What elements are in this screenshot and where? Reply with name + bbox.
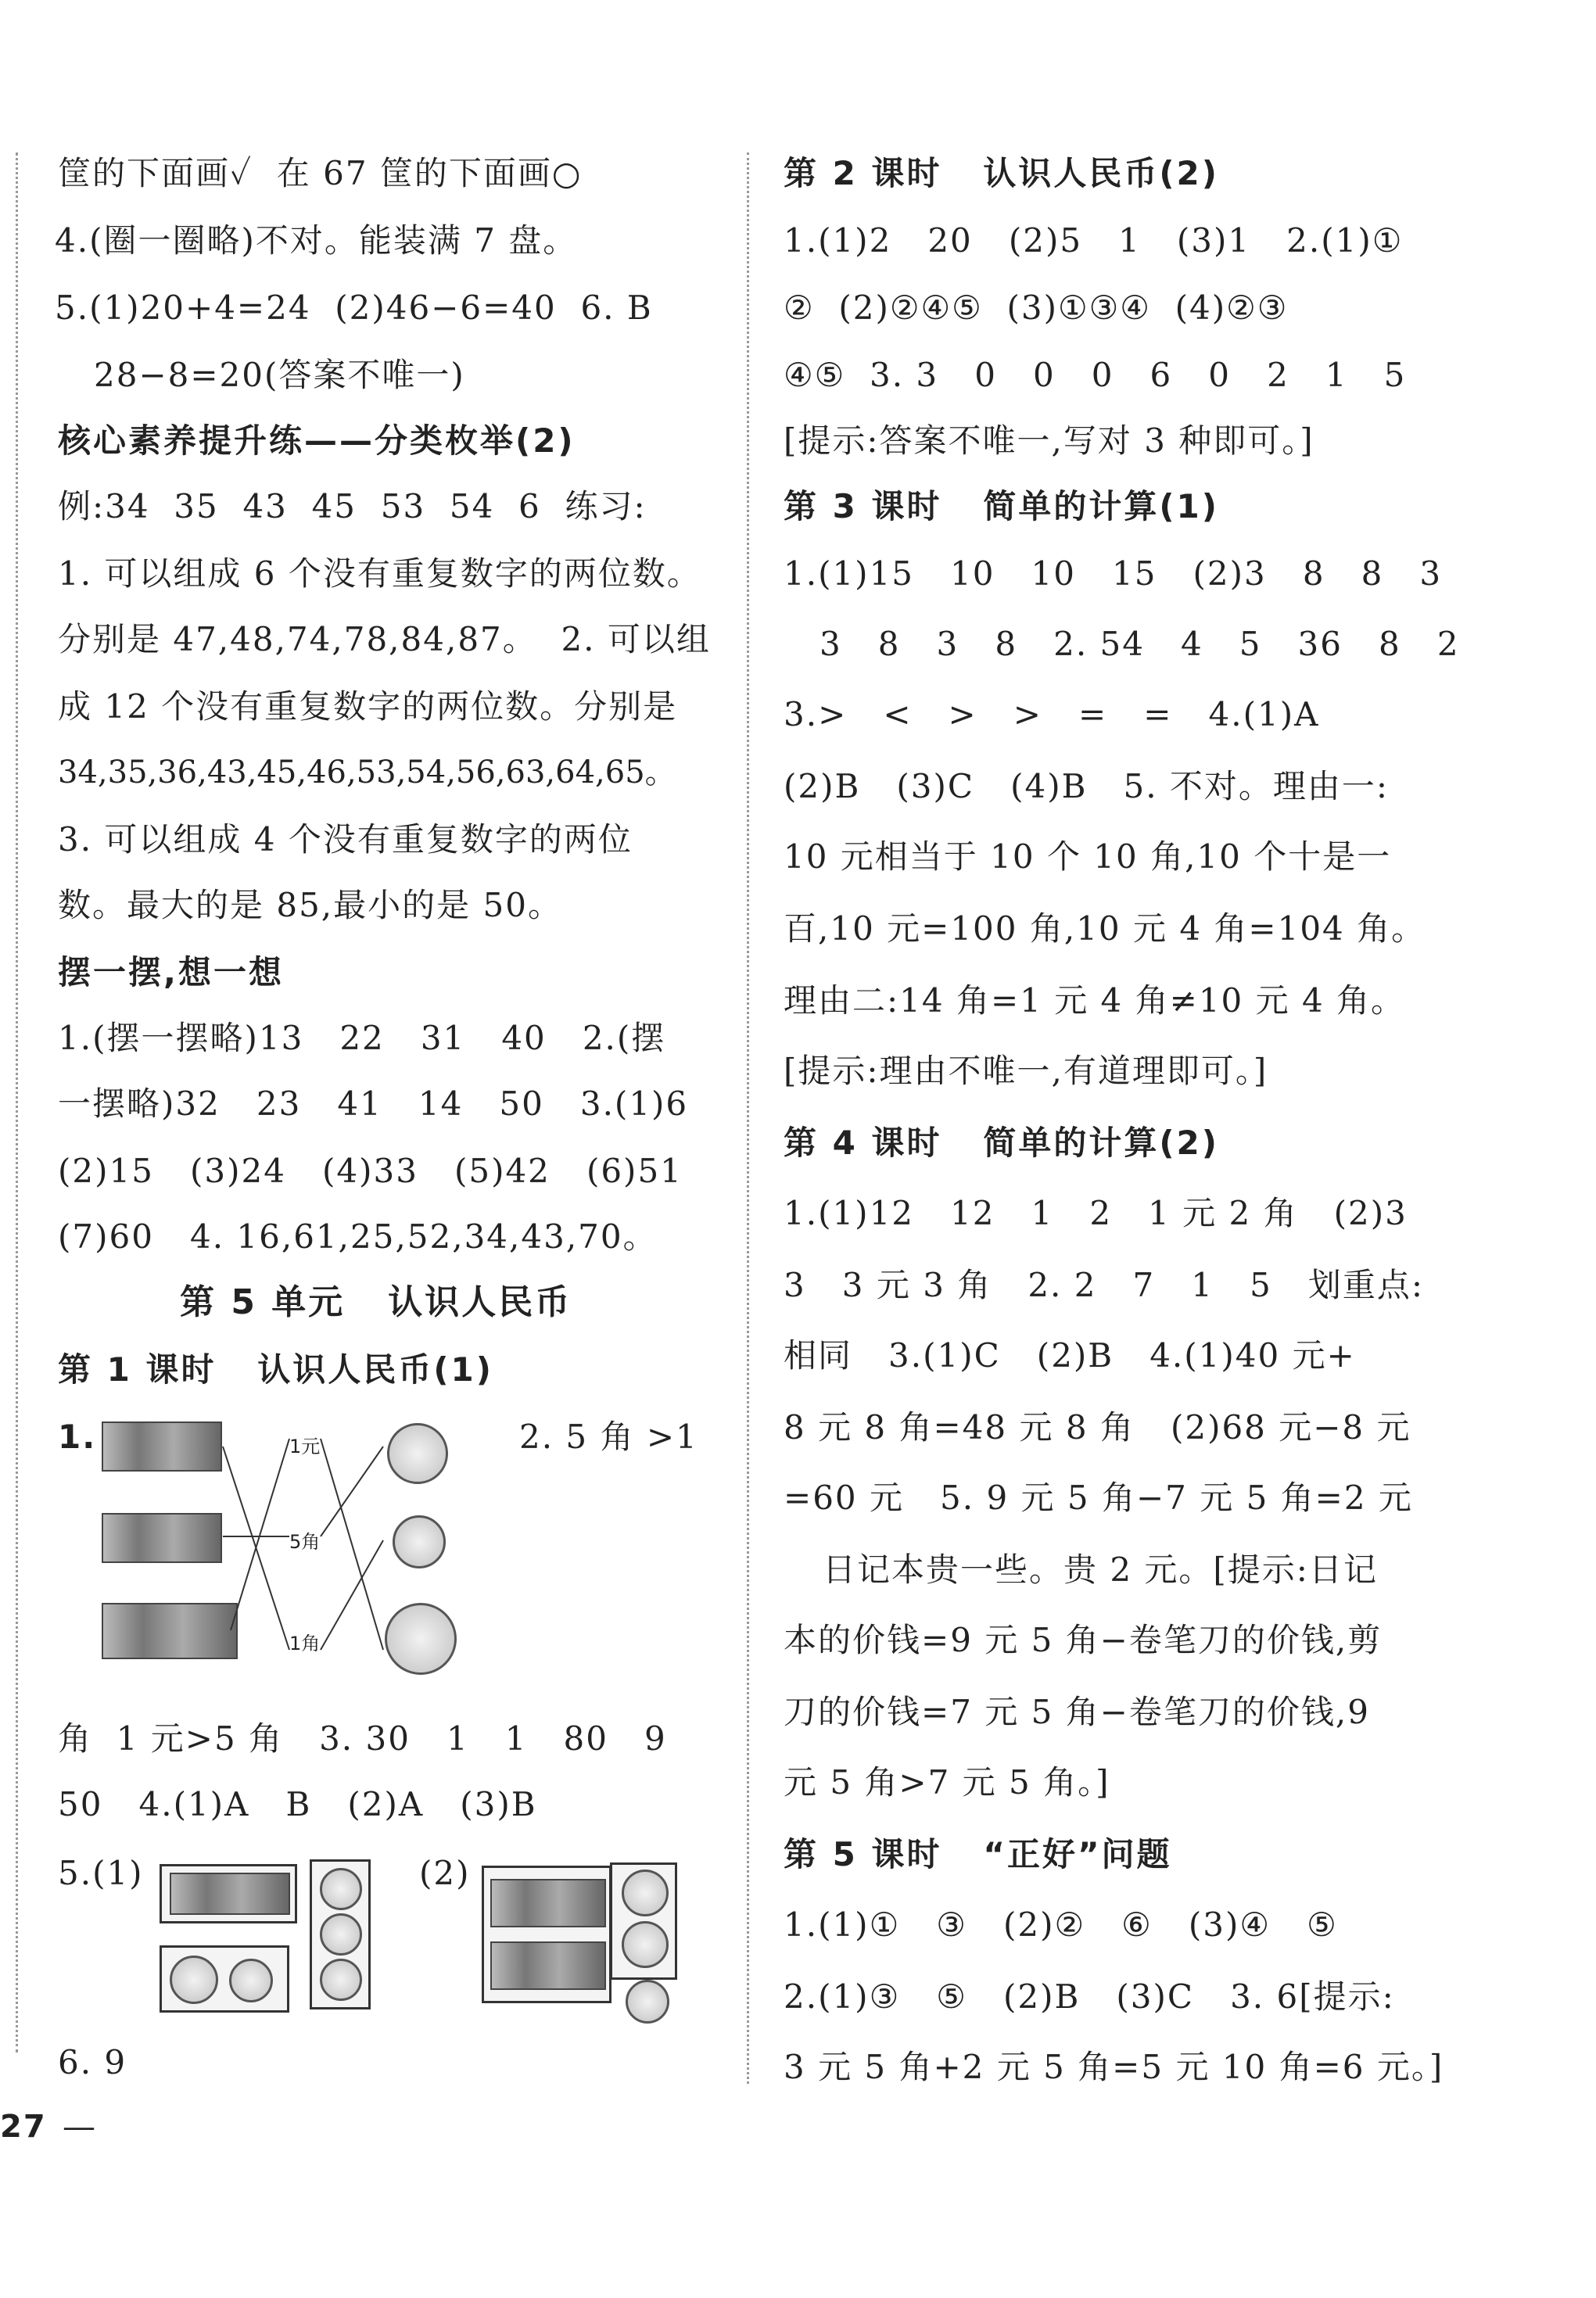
right-line-22: 1.(1)① ③ (2)② ⑥ (3)④ ⑤: [784, 1905, 1338, 1944]
q5-2-banknote-1: [490, 1879, 606, 1927]
question-5-part-1-label: 5.(1): [58, 1854, 144, 1892]
right-line-6: 3 8 3 8 2. 54 4 5 36 8 2: [820, 625, 1460, 663]
right-line-13: 1.(1)12 12 1 2 1 元 2 角 (2)3: [784, 1194, 1408, 1232]
right-line-9: 10 元相当于 10 个 10 角,10 个十是一: [784, 837, 1392, 876]
right-line-17: =60 元 5. 9 元 5 角−7 元 5 角=2 元: [784, 1479, 1413, 1517]
right-line-8: (2)B (3)C (4)B 5. 不对。理由一:: [784, 767, 1390, 805]
coin-5-jiao: [387, 1423, 448, 1484]
left-line-9: 成 12 个没有重复数字的两位数。分别是: [58, 687, 678, 726]
right-line-21: 元 5 角>7 元 5 角。]: [784, 1763, 1110, 1801]
left-line-14: 1.(摆一摆略)13 22 31 40 2.(摆: [58, 1019, 666, 1057]
right-line-20: 刀的价钱=7 元 5 角−卷笔刀的价钱,9: [784, 1693, 1370, 1731]
lesson-2-heading: 第 2 课时 认识人民币(2): [784, 154, 1219, 192]
q5-part-2-figure: [479, 1862, 690, 2019]
left-line-4: 28−8=20(答案不唯一): [94, 356, 465, 394]
right-line-11: 理由二:14 角=1 元 4 角≠10 元 4 角。: [784, 981, 1406, 1020]
q5-2-coin-2: [622, 1921, 669, 1968]
question-5-part-2-label: (2): [419, 1854, 471, 1892]
left-line-2: 4.(圈一圈略)不对。能装满 7 盘。: [55, 221, 578, 260]
left-line-20: 6. 9: [58, 2043, 127, 2081]
question-2-line: 2. 5 角 >1: [519, 1418, 698, 1456]
right-line-7: 3.> < > > = = 4.(1)A: [784, 695, 1320, 733]
left-line-11: 3. 可以组成 4 个没有重复数字的两位: [58, 820, 633, 859]
section-heading-arrange: 摆一摆,想一想: [58, 953, 284, 991]
label-1-jiao: 1角: [289, 1633, 321, 1654]
q5-2-coin-1: [622, 1870, 669, 1916]
right-line-4: [提示:答案不唯一,写对 3 种即可。]: [784, 421, 1314, 460]
left-line-18: 角 1 元>5 角 3. 30 1 1 80 9: [58, 1719, 667, 1758]
q5-part-1-figure: [156, 1859, 383, 2016]
q5-1-stack-coin-1: [320, 1868, 362, 1910]
page-number-dash: —: [63, 2107, 97, 2146]
question-1-label: 1.: [58, 1418, 97, 1456]
q5-2-banknote-2: [490, 1941, 606, 1990]
right-line-19: 本的价钱=9 元 5 角−卷笔刀的价钱,剪: [784, 1621, 1383, 1659]
q5-1-banknote: [170, 1873, 290, 1915]
lesson-5-heading: 第 5 课时 “正好”问题: [784, 1835, 1172, 1873]
left-line-12: 数。最大的是 85,最小的是 50。: [58, 886, 562, 924]
right-line-12: [提示:理由不唯一,有道理即可。]: [784, 1052, 1268, 1090]
left-line-8: 分别是 47,48,74,78,84,87。 2. 可以组: [58, 620, 711, 658]
coin-1-jiao: [393, 1515, 446, 1568]
left-line-3: 5.(1)20+4=24 (2)46−6=40 6. B: [55, 289, 653, 327]
lesson-1-heading: 第 1 课时 认识人民币(1): [58, 1350, 493, 1389]
left-line-1: 筐的下面画✓ 在 67 筐的下面画○: [58, 154, 583, 192]
right-line-10: 百,10 元=100 角,10 元 4 角=104 角。: [784, 909, 1426, 948]
left-margin-rule: [16, 152, 18, 2052]
q5-2-bill-frame: [482, 1866, 612, 2003]
left-line-15: 一摆略)32 23 41 14 50 3.(1)6: [58, 1084, 689, 1123]
q5-1-coin-frame-small: [160, 1945, 289, 2013]
right-line-23: 2.(1)③ ⑤ (2)B (3)C 3. 6[提示:: [784, 1977, 1395, 2016]
right-line-15: 相同 3.(1)C (2)B 4.(1)40 元+: [784, 1336, 1356, 1375]
q5-2-coin-3: [626, 1980, 669, 2024]
right-line-24: 3 元 5 角+2 元 5 角=5 元 10 角=6 元。]: [784, 2048, 1444, 2086]
unit-heading: 第 5 单元 认识人民币: [180, 1282, 572, 1322]
left-line-16: (2)15 (3)24 (4)33 (5)42 (6)51: [58, 1152, 683, 1190]
q5-1-coin-a: [170, 1956, 218, 2004]
q5-1-coin-b: [229, 1959, 273, 2002]
lesson-4-heading: 第 4 课时 简单的计算(2): [784, 1124, 1219, 1162]
left-line-6: 例:34 35 43 45 53 54 6 练习:: [58, 487, 647, 525]
right-line-5: 1.(1)15 10 10 15 (2)3 8 8 3: [784, 554, 1443, 593]
label-5-jiao: 5角: [289, 1531, 321, 1553]
right-line-16: 8 元 8 角=48 元 8 角 (2)68 元−8 元: [784, 1408, 1411, 1447]
right-line-18: 日记本贵一些。贵 2 元。[提示:日记: [823, 1551, 1378, 1589]
q5-1-stack-coin-3: [320, 1959, 362, 2001]
page-number: 27: [0, 2109, 47, 2145]
q5-1-bill-frame: [160, 1864, 297, 1923]
right-line-14: 3 3 元 3 角 2. 2 7 1 5 划重点:: [784, 1266, 1424, 1304]
lesson-3-heading: 第 3 课时 简单的计算(1): [784, 487, 1219, 525]
left-line-19: 50 4.(1)A B (2)A (3)B: [58, 1785, 537, 1823]
money-matching-figure: [94, 1415, 469, 1673]
q5-2-coin-frame: [610, 1862, 677, 1980]
q5-1-stack-coin-2: [320, 1913, 362, 1956]
right-line-1: 1.(1)2 20 (2)5 1 (3)1 2.(1)①: [784, 221, 1404, 260]
q5-1-coin-stack-frame: [310, 1859, 371, 2009]
left-line-17: (7)60 4. 16,61,25,52,34,43,70。: [58, 1217, 658, 1256]
coin-1-yuan: [385, 1603, 457, 1675]
column-divider: [747, 152, 749, 2084]
left-line-7: 1. 可以组成 6 个没有重复数字的两位数。: [58, 554, 701, 593]
right-line-3: ④⑤ 3. 3 0 0 0 6 0 2 1 5: [784, 356, 1407, 394]
left-line-10: 34,35,36,43,45,46,53,54,56,63,64,65。: [58, 755, 676, 790]
section-heading-classify: 核心素养提升练——分类枚举(2): [58, 421, 576, 460]
right-line-2: ② (2)②④⑤ (3)①③④ (4)②③: [784, 289, 1289, 327]
label-1-yuan: 1元: [289, 1436, 321, 1457]
